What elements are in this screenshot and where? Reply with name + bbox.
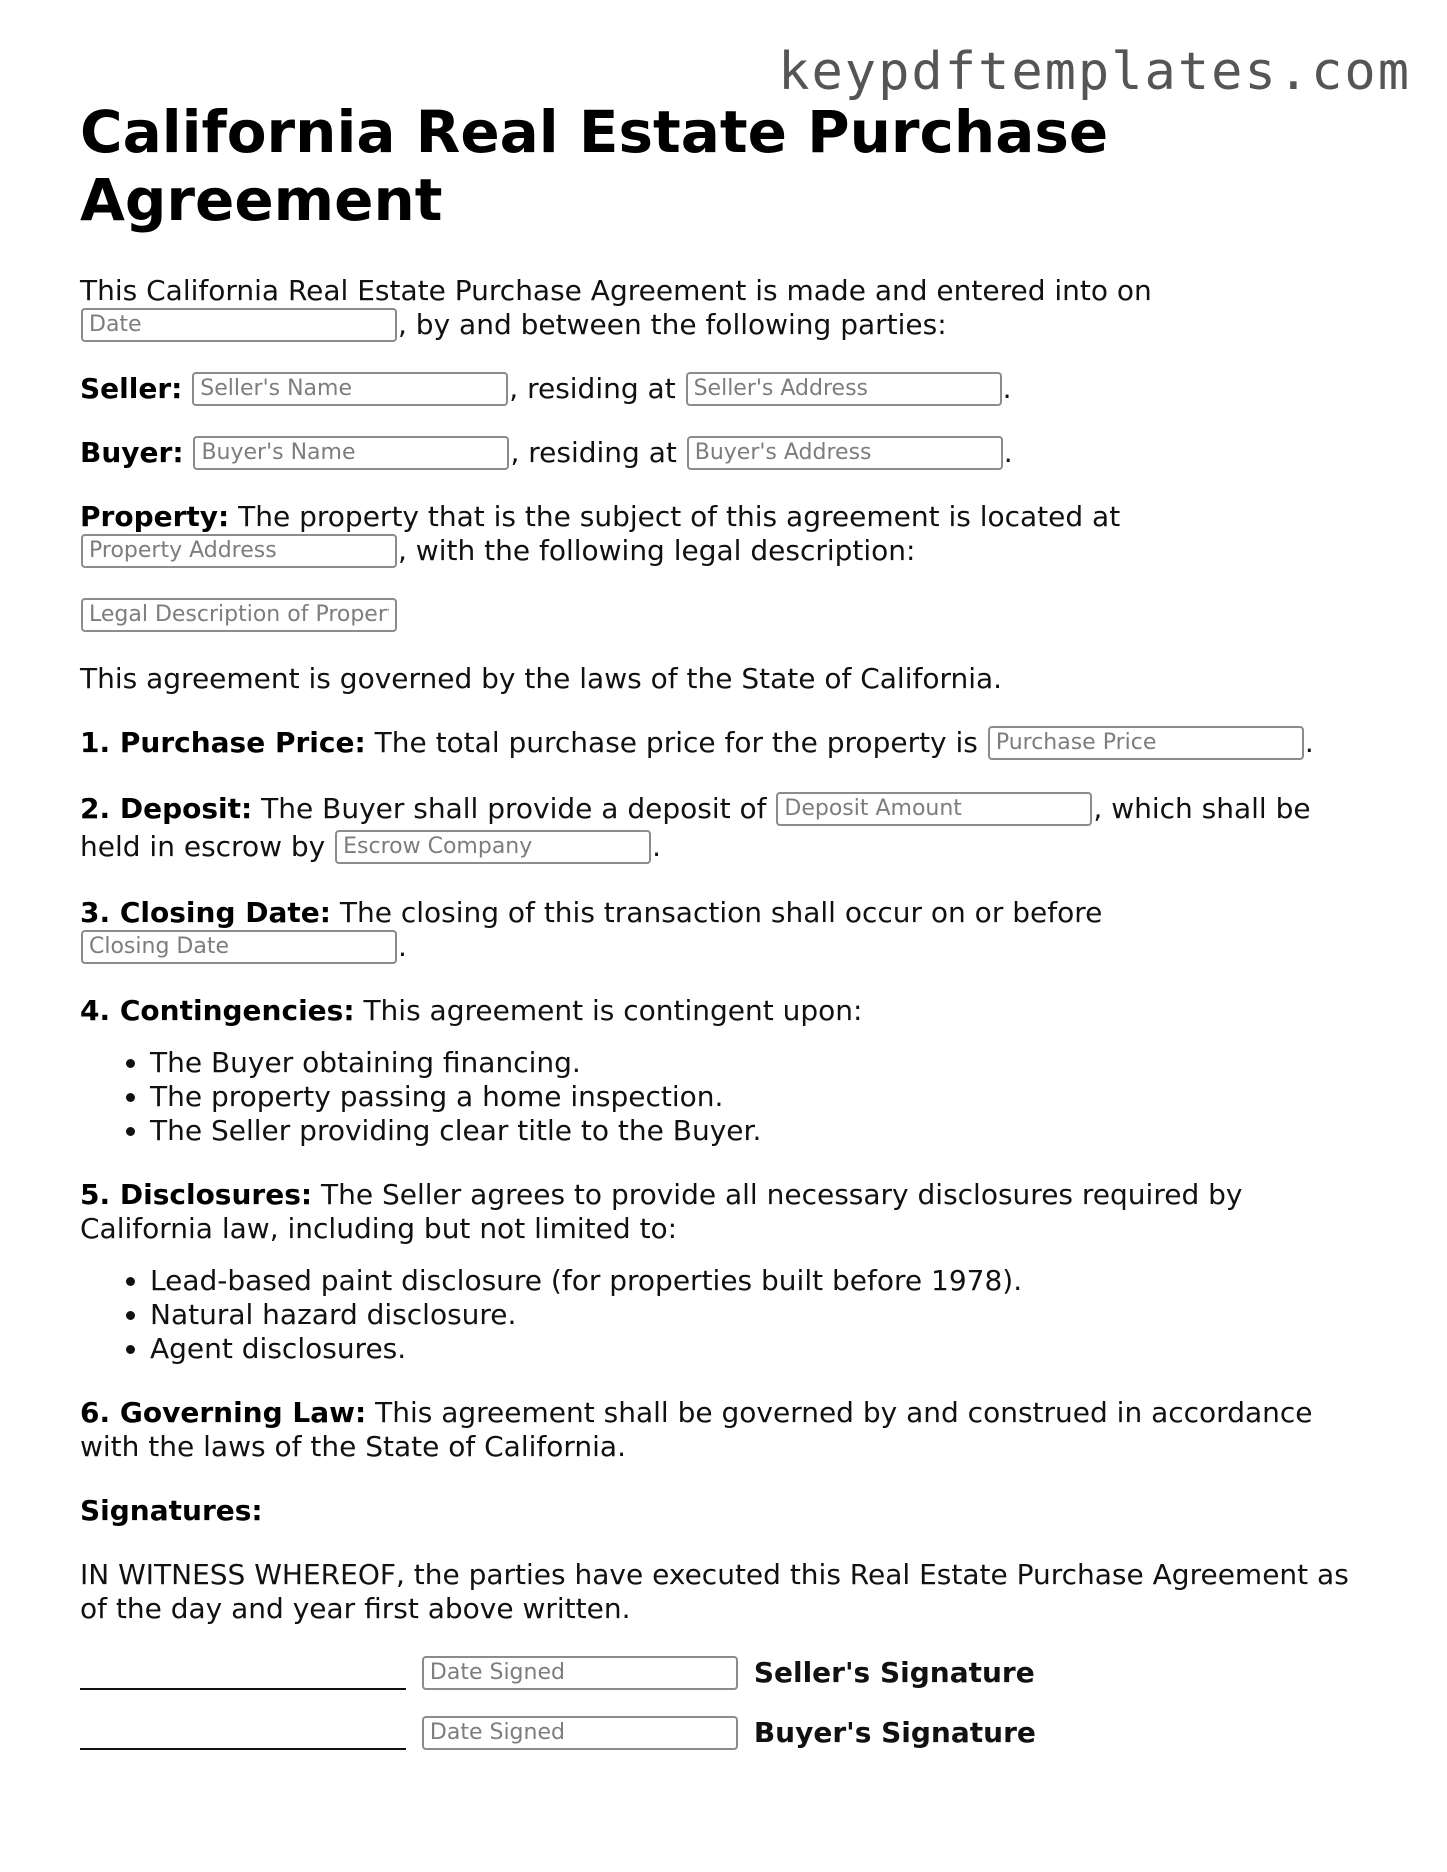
purchase-price-end: . bbox=[1304, 726, 1314, 759]
list-item: • The Buyer obtaining financing. bbox=[150, 1046, 1370, 1080]
list-item: • Natural hazard disclosure. bbox=[150, 1298, 1370, 1332]
purchase-price-text: The total purchase price for the property is bbox=[374, 726, 978, 759]
deposit-amount-input[interactable] bbox=[776, 792, 1092, 826]
watermark: keypdftemplates.com bbox=[778, 42, 1411, 102]
intro-text: This California Real Estate Purchase Agreement is made and entered into on bbox=[80, 274, 1152, 307]
buyer-label: Buyer: bbox=[80, 436, 184, 469]
governing-law-section bbox=[80, 1396, 1370, 1464]
buyer-end: . bbox=[1003, 436, 1013, 469]
buyer-signature-line[interactable] bbox=[80, 1718, 406, 1750]
intro-text-after: , by and between the following parties: bbox=[398, 308, 947, 341]
buyer-address-input[interactable] bbox=[687, 436, 1003, 470]
legal-description-input[interactable] bbox=[81, 598, 397, 632]
property-text: The property that is the subject of this agreement is located at bbox=[238, 500, 1121, 533]
list-item: • The Seller providing clear title to the Buyer. bbox=[150, 1114, 1370, 1148]
seller-line bbox=[80, 372, 1370, 406]
disclosures-list bbox=[80, 1264, 1370, 1366]
property-text-after: , with the following legal description: bbox=[398, 534, 916, 567]
list-item: • Agent disclosures. bbox=[150, 1332, 1370, 1366]
deposit-text: The Buyer shall provide a deposit of bbox=[261, 792, 767, 825]
seller-name-input[interactable] bbox=[192, 372, 508, 406]
closing-date-label: 3. Closing Date: bbox=[80, 896, 331, 929]
property-label: Property: bbox=[80, 500, 230, 533]
seller-label: Seller: bbox=[80, 372, 183, 405]
seller-signature-label: Seller's Signature bbox=[753, 1656, 1035, 1689]
seller-signature-line[interactable] bbox=[80, 1658, 406, 1690]
seller-end: . bbox=[1002, 372, 1012, 405]
buyer-name-input[interactable] bbox=[193, 436, 509, 470]
property-paragraph bbox=[80, 500, 1370, 568]
governing-law-text: This agreement shall be governed by and construed in accordance with the laws of the State of California. bbox=[80, 1396, 1313, 1463]
deposit-text-mid: , which shall be held in escrow by bbox=[80, 792, 1311, 863]
property-address-input[interactable] bbox=[81, 534, 397, 568]
governing-law-label: 6. Governing Law: bbox=[80, 1396, 367, 1429]
contingencies-section bbox=[80, 994, 1370, 1028]
buyer-signature-label: Buyer's Signature bbox=[753, 1716, 1036, 1749]
disclosures-label: 5. Disclosures: bbox=[80, 1178, 313, 1211]
list-item: • Lead-based paint disclosure (for properties built before 1978). bbox=[150, 1264, 1370, 1298]
document-page bbox=[80, 98, 1370, 1776]
closing-date-end: . bbox=[398, 930, 407, 963]
page-title: California Real Estate Purchase Agreement bbox=[80, 98, 1109, 234]
legal-description-line bbox=[80, 598, 1370, 632]
disclosures-text: The Seller agrees to provide all necessary disclosures required by California law, including but not limited to: bbox=[80, 1178, 1243, 1245]
signatures-heading: Signatures: bbox=[80, 1494, 263, 1527]
buyer-residing-text: , residing at bbox=[510, 436, 677, 469]
seller-residing-text: , residing at bbox=[509, 372, 676, 405]
governed-text: This agreement is governed by the laws of the State of California. bbox=[80, 662, 1003, 695]
deposit-label: 2. Deposit: bbox=[80, 792, 253, 825]
closing-date-text: The closing of this transaction shall occur on or before bbox=[339, 896, 1103, 929]
closing-date-input[interactable] bbox=[81, 930, 397, 964]
list-item: • The property passing a home inspection. bbox=[150, 1080, 1370, 1114]
seller-address-input[interactable] bbox=[686, 372, 1002, 406]
buyer-signature-row bbox=[80, 1716, 1370, 1750]
contingencies-label: 4. Contingencies: bbox=[80, 994, 355, 1027]
closing-date-section bbox=[80, 896, 1370, 964]
buyer-line bbox=[80, 436, 1370, 470]
purchase-price-section bbox=[80, 726, 1370, 760]
witness-text: IN WITNESS WHEREOF, the parties have executed this Real Estate Purchase Agreement as of the day and year first above written. bbox=[80, 1558, 1349, 1625]
escrow-company-input[interactable] bbox=[335, 830, 651, 864]
deposit-end: . bbox=[652, 830, 662, 863]
purchase-price-input[interactable] bbox=[988, 726, 1304, 760]
seller-date-signed-input[interactable] bbox=[422, 1656, 738, 1690]
purchase-price-label: 1. Purchase Price: bbox=[80, 726, 366, 759]
buyer-date-signed-input[interactable] bbox=[422, 1716, 738, 1750]
agreement-date-input[interactable] bbox=[81, 308, 397, 342]
contingencies-text: This agreement is contingent upon: bbox=[363, 994, 863, 1027]
contingencies-list bbox=[80, 1046, 1370, 1148]
intro-paragraph bbox=[80, 274, 1370, 342]
disclosures-section bbox=[80, 1178, 1370, 1246]
deposit-section bbox=[80, 790, 1370, 866]
seller-signature-row bbox=[80, 1656, 1370, 1690]
